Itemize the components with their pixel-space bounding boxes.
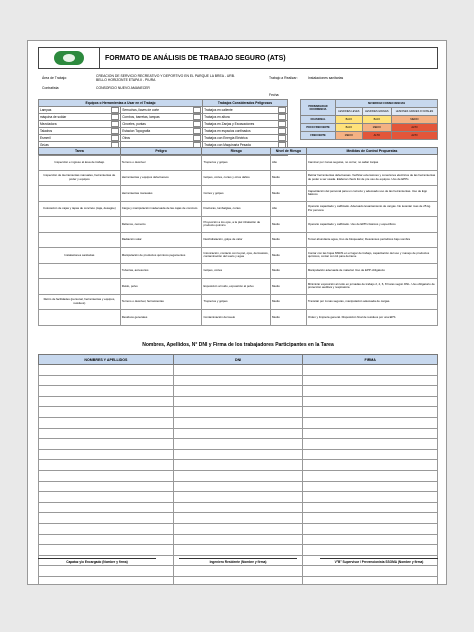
analysis-cell-riesgo: Contaminación del suelo [202,310,271,326]
analysis-row [39,170,438,186]
analysis-row [39,155,438,171]
equipment-section [38,99,438,147]
equipment-item [121,135,203,142]
risk-matrix [300,99,438,140]
participant-signature-cell[interactable] [303,523,438,534]
analysis-cell-peligro: Radiación solar [120,232,202,248]
participants-header: DNI [173,355,303,365]
equipment-item-label: Combos, barretas, lampas [122,115,160,119]
analysis-cell-medidas: Operario capacitado y calificado. Uso de EPPs básicos y especificos [306,217,437,233]
checkbox[interactable] [278,135,286,141]
participant-signature-cell[interactable] [303,481,438,492]
dangerous-work-item [203,121,288,128]
analysis-cell-nivel: Medio [271,217,307,233]
participant-signature-cell[interactable] [303,417,438,428]
participant-signature-cell[interactable] [303,428,438,439]
analysis-cell-riesgo: Exposición al ruido, exposición al polvo [202,279,271,295]
participant-signature-cell[interactable] [303,375,438,386]
dangerous-work-item-label: Trabajos en altura [204,115,230,119]
participant-name-cell[interactable] [39,566,174,577]
matrix-risk-cell: MEDIO [391,116,437,124]
analysis-cell-tarea [39,217,121,233]
participant-row [39,523,438,534]
participant-dni-cell[interactable] [173,396,303,407]
equipment-row [39,107,288,114]
equipment-item-label: Esmeril [40,136,51,140]
analysis-cell-medidas: Manipulación adecuada de material. Uso de EPP obligatorio [306,263,437,279]
equipment-item-label: Cinceles, puntas [122,122,146,126]
participant-name-cell[interactable] [39,365,174,376]
analysis-header: Riesgo [202,148,271,155]
analysis-header: Tarea [39,148,121,155]
matrix-risk-cell: BAJO [336,124,363,132]
participant-dni-cell[interactable] [173,492,303,503]
participant-row [39,439,438,450]
checkbox[interactable] [193,107,201,113]
participant-row [39,428,438,439]
participant-name-cell[interactable] [39,481,174,492]
matrix-risk-cell: ALTO [362,132,391,140]
equipment-item-label: Grúas [40,143,49,147]
participant-dni-cell[interactable] [173,502,303,513]
participant-dni-cell[interactable] [173,470,303,481]
participant-name-cell[interactable] [39,523,174,534]
dangerous-work-item-label: Trabajos en caliente [204,108,233,112]
dangerous-work-item-label: Trabajos en espacios confinados [204,129,251,133]
participant-dni-cell[interactable] [173,386,303,397]
participant-row [39,513,438,524]
analysis-cell-nivel: Medio [271,170,307,186]
participant-row [39,481,438,492]
participant-dni-cell[interactable] [173,365,303,376]
participant-name-cell[interactable] [39,386,174,397]
company-logo [39,48,100,68]
analysis-cell-riesgo: Intoxicación, contacto con la piel, ojos, dermatosis, contaminación del suelo y agua [202,248,271,264]
checkbox[interactable] [278,128,286,134]
participant-row [39,470,438,481]
participant-name-cell[interactable] [39,513,174,524]
participant-dni-cell[interactable] [173,534,303,545]
analysis-cell-riesgo: Tropiezos y golpes [202,294,271,310]
analysis-cell-nivel: Medio [271,310,307,326]
logo-icon [54,51,84,65]
matrix-row [301,116,438,124]
participant-dni-cell[interactable] [173,576,303,585]
analysis-cell-peligro: Herramientas manuales [120,186,202,202]
analysis-cell-riesgo: Deshidratación, golpe de calor [202,232,271,248]
equipment-row [39,135,288,142]
checkbox[interactable] [193,121,201,127]
participant-signature-cell[interactable] [303,502,438,513]
equipment-item [121,128,203,135]
analysis-row [39,186,438,202]
participant-name-cell[interactable] [39,375,174,386]
work-value: Instalaciones sanitarias [308,76,344,80]
participant-signature-cell[interactable] [303,534,438,545]
analysis-cell-medidas: Operario capacitado y calificado. Adecuado levantamiento de cargas. No levantar mas de 25 kg. Por persona [306,201,437,217]
participants-header: FIRMA [303,355,438,365]
participant-dni-cell[interactable] [173,460,303,471]
matrix-sev-label: SEVERIDAD CONSECUENCIAS [336,100,438,108]
dangerous-work-item [203,135,288,142]
participant-name-cell[interactable] [39,576,174,585]
checkbox[interactable] [278,114,286,120]
participant-row [39,396,438,407]
form-title: FORMATO DE ANÁLISIS DE TRABAJO SEGURO (ATS) [105,54,286,62]
supervisor-signature-label: V°B° Supervisor / Prevencionista SSOMA (Nombre y firma) [320,558,438,564]
analysis-cell-tarea: Inspección e ingreso al área de trabajo [39,155,121,171]
analysis-cell-medidas: Transitar por zonas seguras, manipulación adecuada de cargas. [306,294,437,310]
participant-name-cell[interactable] [39,470,174,481]
analysis-header: Medidas de Control Propuestas [306,148,437,155]
matrix-risk-cell: MEDIO [362,124,391,132]
area-label: Área de Trabajo: [42,76,68,80]
participant-row [39,545,438,556]
analysis-row [39,201,438,217]
participant-name-cell[interactable] [39,534,174,545]
area-value-1: CREACION DE SERVICIO RECREATIVO Y DEPORTIVO EN EL PARQUE LA BREA - URB. [96,74,235,78]
checkbox[interactable] [111,107,119,113]
participant-signature-cell[interactable] [303,513,438,524]
equipment-row [39,114,288,121]
matrix-risk-cell: BAJO [362,116,391,124]
participant-row [39,576,438,585]
participant-dni-cell[interactable] [173,566,303,577]
participant-signature-cell[interactable] [303,365,438,376]
participant-row [39,375,438,386]
participants-title: Nombres, Apellidos, N° DNI y Firma de los trabajadores Participantes en la Tarea [142,342,334,348]
participant-name-cell[interactable] [39,439,174,450]
analysis-cell-medidas: Minimizar exposición al ruido en jornadas de trabajo 2, 4, 6, 8 horas según DNL. Uso obligatorio de protección auditiva y respiratoria [306,279,437,295]
analysis-header: Peligro [120,148,202,155]
dangerous-work-item-label: Trabajos en Zanjas y Excavaciones [204,122,255,126]
checkbox[interactable] [111,128,119,134]
participant-name-cell[interactable] [39,460,174,471]
participant-signature-cell[interactable] [303,470,438,481]
analysis-cell-peligro: Manipulación de productos químicos pegamentos [120,248,202,264]
participant-signature-cell[interactable] [303,566,438,577]
participant-row [39,460,438,471]
participant-name-cell[interactable] [39,417,174,428]
equipment-item-label: Serruchos, llaves de corte [122,108,160,112]
participant-signature-cell[interactable] [303,576,438,585]
dangerous-work-item [203,107,288,114]
participant-signature-cell[interactable] [303,386,438,397]
analysis-row [39,232,438,248]
matrix-risk-cell: ALTO [391,124,437,132]
participant-signature-cell[interactable] [303,396,438,407]
participant-row [39,386,438,397]
participant-dni-cell[interactable] [173,481,303,492]
equipment-item-label: Mezcladora [40,122,57,126]
participant-signature-cell[interactable] [303,545,438,556]
equipment-item-label: Otros [122,136,131,140]
matrix-prob-value: POCO FRECUENTE [301,124,336,132]
participant-dni-cell[interactable] [173,523,303,534]
analysis-cell-tarea [39,186,121,202]
analysis-cell-riesgo: Golpes, cortes [202,263,271,279]
participant-signature-cell[interactable] [303,407,438,418]
analysis-cell-nivel: Medio [271,232,307,248]
analysis-cell-medidas: Retirar herramientas defectuosas. Verificar extensiones y conectores eléctricos de las herramientas de poder a ser usada. Elaborar check list de pre uso de equipos. Uso de EPPs [306,170,437,186]
checkbox[interactable] [111,135,119,141]
equipment-item [121,114,203,121]
analysis-cell-medidas: Tomar abundante agua, Uso de bloqueador, Descansos periódicos bajo sombra [306,232,437,248]
analysis-cell-riesgo: Proyección a los ojos, a la piel inhalación de producto químico [202,217,271,233]
analysis-cell-tarea [39,310,121,326]
analysis-cell-riesgo: Golpes, cortes, cortes y otros daños [202,170,271,186]
analysis-row [39,248,438,264]
analysis-cell-medidas: Contar con las hojas MSDS en el lugar de trabajo, capacitación del uso y manejo de productos químicos, contar con kit para derrame [306,248,437,264]
analysis-cell-peligro: Rellenos, cemento [120,217,202,233]
analysis-cell-peligro: Herramientas y equipos defectuosos [120,170,202,186]
participant-name-cell[interactable] [39,396,174,407]
analysis-table [38,147,438,326]
participant-name-cell[interactable] [39,492,174,503]
participant-row [39,449,438,460]
equipment-item-label: Lampas [40,108,52,112]
participant-name-cell[interactable] [39,502,174,513]
participants-header: NOMBRES Y APELLIDOS [39,355,174,365]
contractor-value: CONSORCIO NUEVO AMANECER [96,86,150,90]
analysis-cell-nivel: Alto [271,201,307,217]
equipment-item [39,128,121,135]
analysis-cell-riesgo: Fracturas, lumbalgias, cortes [202,201,271,217]
participant-row [39,566,438,577]
analysis-row [39,294,438,310]
checkbox[interactable] [111,121,119,127]
checkbox[interactable] [278,107,286,113]
equipment-header: Equipos o Herramientas a Usar en el Trabajo [39,100,203,107]
analysis-cell-tarea: Inspección de Herramientas manuales, herramientas de poder y equipos [39,170,121,186]
matrix-risk-cell: ALTO [391,132,437,140]
participants-table [38,354,438,585]
matrix-sev-col: LESIONES LEVES [336,108,363,116]
analysis-cell-peligro: Terreno o desnivel, herramientas [120,294,202,310]
equipment-item [39,121,121,128]
participant-dni-cell[interactable] [173,428,303,439]
analysis-cell-peligro: Ruido, polvo [120,279,202,295]
matrix-row [301,124,438,132]
participant-name-cell[interactable] [39,449,174,460]
analysis-cell-medidas: Orden y limpieza general. Disposición final de residuos por una EPS [306,310,437,326]
foreman-signature-label: Capataz y/o Encargado (Nombre y firma) [38,558,156,564]
analysis-cell-peligro: Residuos generales [120,310,202,326]
participant-signature-cell[interactable] [303,460,438,471]
contractor-label: Contratista: [42,86,60,90]
analysis-cell-tarea: Colocación de cajas y tapas de concreto (caja, desagüe) [39,201,121,217]
analysis-cell-nivel: Alto [271,155,307,171]
analysis-cell-nivel: Medio [271,186,307,202]
analysis-row [39,263,438,279]
participant-dni-cell[interactable] [173,375,303,386]
participant-dni-cell[interactable] [173,439,303,450]
participant-signature-cell[interactable] [303,492,438,503]
analysis-cell-tarea: Instalaciones sanitarias [39,248,121,264]
checkbox[interactable] [193,128,201,134]
analysis-cell-tarea [39,279,121,295]
matrix-prob-value: FRECUENTE [301,132,336,140]
dangerous-work-item-label: Trabajos con Maquinaria Pesada [204,143,251,147]
participant-row [39,407,438,418]
matrix-prob-label: PROBABILIDAD OCURRENCIA [301,100,336,116]
participant-row [39,534,438,545]
analysis-cell-riesgo: Tropiezos y golpes [202,155,271,171]
matrix-sev-col: LESIONES GRAVES [362,108,391,116]
participant-row [39,365,438,376]
analysis-cell-tarea [39,232,121,248]
analysis-row [39,217,438,233]
participant-dni-cell[interactable] [173,513,303,524]
dangerous-work-item [203,114,288,121]
participant-name-cell[interactable] [39,428,174,439]
participant-row [39,502,438,513]
analysis-cell-nivel: Medio [271,279,307,295]
analysis-cell-medidas: Capacitación del personal para un correcto y adecuado uso de las herramientas. Uso de Epp básicos [306,186,437,202]
equipment-item [39,107,121,114]
analysis-cell-tarea: Retiro de facilidades (personal, herramientas y equipos, residuos) [39,294,121,310]
analysis-section [38,147,438,326]
participant-name-cell[interactable] [39,407,174,418]
equipment-row [39,121,288,128]
participant-dni-cell[interactable] [173,545,303,556]
checkbox[interactable] [193,114,201,120]
analysis-cell-riesgo: Cortes y golpes [202,186,271,202]
equipment-item [121,121,203,128]
participant-dni-cell[interactable] [173,407,303,418]
checkbox[interactable] [111,114,119,120]
dangerous-work-item-label: Trabajos con Energía Eléctrica [204,136,248,140]
equipment-item-label: máquina de soldar [40,115,67,119]
participant-signature-cell[interactable] [303,449,438,460]
participants-section [38,354,438,585]
participant-dni-cell[interactable] [173,449,303,460]
matrix-risk-cell: BAJO [336,116,363,124]
participant-name-cell[interactable] [39,545,174,556]
participant-row [39,417,438,428]
matrix-sev-col: LESIONES GRAVES O FATALES [391,108,437,116]
equipment-item-label: Estacion Topografia [122,129,151,133]
equipment-item [39,135,121,142]
participant-row [39,492,438,503]
checkbox[interactable] [193,135,201,141]
signature-footer [38,558,438,564]
analysis-cell-medidas: Caminar por zonas seguras, no correr, no saltar zanjas [306,155,437,171]
analysis-cell-nivel: Medio [271,263,307,279]
ats-form-page [27,40,447,585]
analysis-cell-nivel: Medio [271,248,307,264]
work-label: Trabajo a Realizar: [269,76,298,80]
dangerous-work-item [203,128,288,135]
matrix-risk-cell: MEDIO [336,132,363,140]
equipment-item [39,114,121,121]
resident-engineer-signature-label: Ingeniero Residente (Nombre y firma) [179,558,297,564]
dangerous-header: Trabajos Considerados Peligrosos [203,100,288,107]
analysis-cell-tarea [39,263,121,279]
matrix-row [301,132,438,140]
equipment-item-label: Taladros [40,129,53,133]
checkbox[interactable] [278,121,286,127]
equipment-row [39,128,288,135]
form-header [38,47,438,69]
date-label: Fecha: [269,93,280,97]
analysis-row [39,279,438,295]
participant-dni-cell[interactable] [173,417,303,428]
analysis-row [39,310,438,326]
analysis-cell-nivel: Medio [271,294,307,310]
participant-signature-cell[interactable] [303,439,438,450]
area-value-2: BELLO HORIZONTE ETAPA II - PIURA [96,78,156,82]
equipment-item [121,107,203,114]
analysis-cell-peligro: Tuberías, accesorios [120,263,202,279]
matrix-prob-value: OCASIONAL [301,116,336,124]
analysis-header: Nivel de Riesgo [271,148,307,155]
analysis-cell-peligro: Carga y manipulación inadecuada de las cajas de concreto [120,201,202,217]
analysis-cell-peligro: Terreno o desnivel [120,155,202,171]
